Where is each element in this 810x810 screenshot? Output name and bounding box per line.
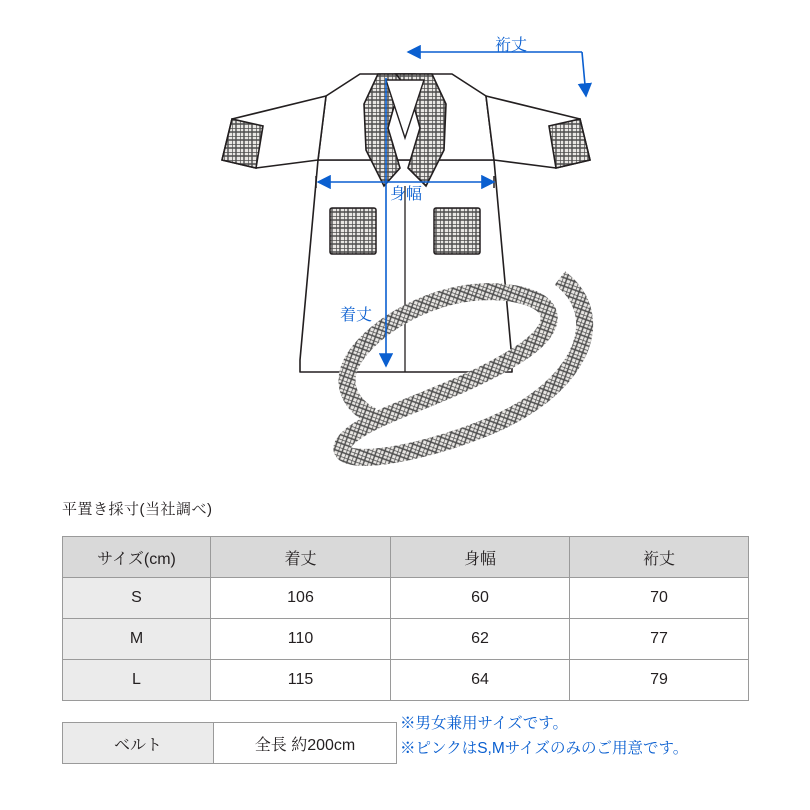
size-table xyxy=(62,536,749,701)
cell-length-l: 115 xyxy=(211,660,391,701)
cell-sleeve-l: 79 xyxy=(570,660,749,701)
table-row xyxy=(63,578,749,619)
cell-width-m: 62 xyxy=(391,619,570,660)
belt-label: ベルト xyxy=(63,723,214,764)
measurement-caption: 平置き採寸(当社調べ) xyxy=(62,501,213,518)
right-cuff xyxy=(549,119,590,168)
belt-table xyxy=(62,722,397,764)
belt-value: 全長 約200cm xyxy=(214,723,397,764)
left-pocket xyxy=(330,208,376,254)
header-width: 身幅 xyxy=(391,537,570,578)
cell-width-s: 60 xyxy=(391,578,570,619)
cell-sleeve-s: 70 xyxy=(570,578,749,619)
table-row xyxy=(63,660,749,701)
cell-length-m: 110 xyxy=(211,619,391,660)
header-sleeve: 裄丈 xyxy=(570,537,749,578)
cell-length-s: 106 xyxy=(211,578,391,619)
notes-block xyxy=(400,712,688,762)
note-unisex: ※男女兼用サイズです。 xyxy=(400,715,569,732)
garment-length-label: 着丈 xyxy=(339,307,373,324)
cell-sleeve-m: 77 xyxy=(570,619,749,660)
body-width-label: 身幅 xyxy=(389,186,423,203)
sleeve-length-label: 裄丈 xyxy=(494,37,528,54)
left-cuff xyxy=(222,119,263,168)
cell-size-m: M xyxy=(63,619,211,660)
note-pink-sizes: ※ピンクはS,Mサイズのみのご用意です。 xyxy=(400,739,689,757)
cell-width-l: 64 xyxy=(391,660,570,701)
table-header-row xyxy=(63,537,749,578)
table-row xyxy=(63,619,749,660)
header-size: サイズ(cm) xyxy=(63,537,211,578)
cell-size-s: S xyxy=(63,578,211,619)
right-pocket xyxy=(434,208,480,254)
cell-size-l: L xyxy=(63,660,211,701)
belt-row xyxy=(63,723,397,764)
header-length: 着丈 xyxy=(211,537,391,578)
